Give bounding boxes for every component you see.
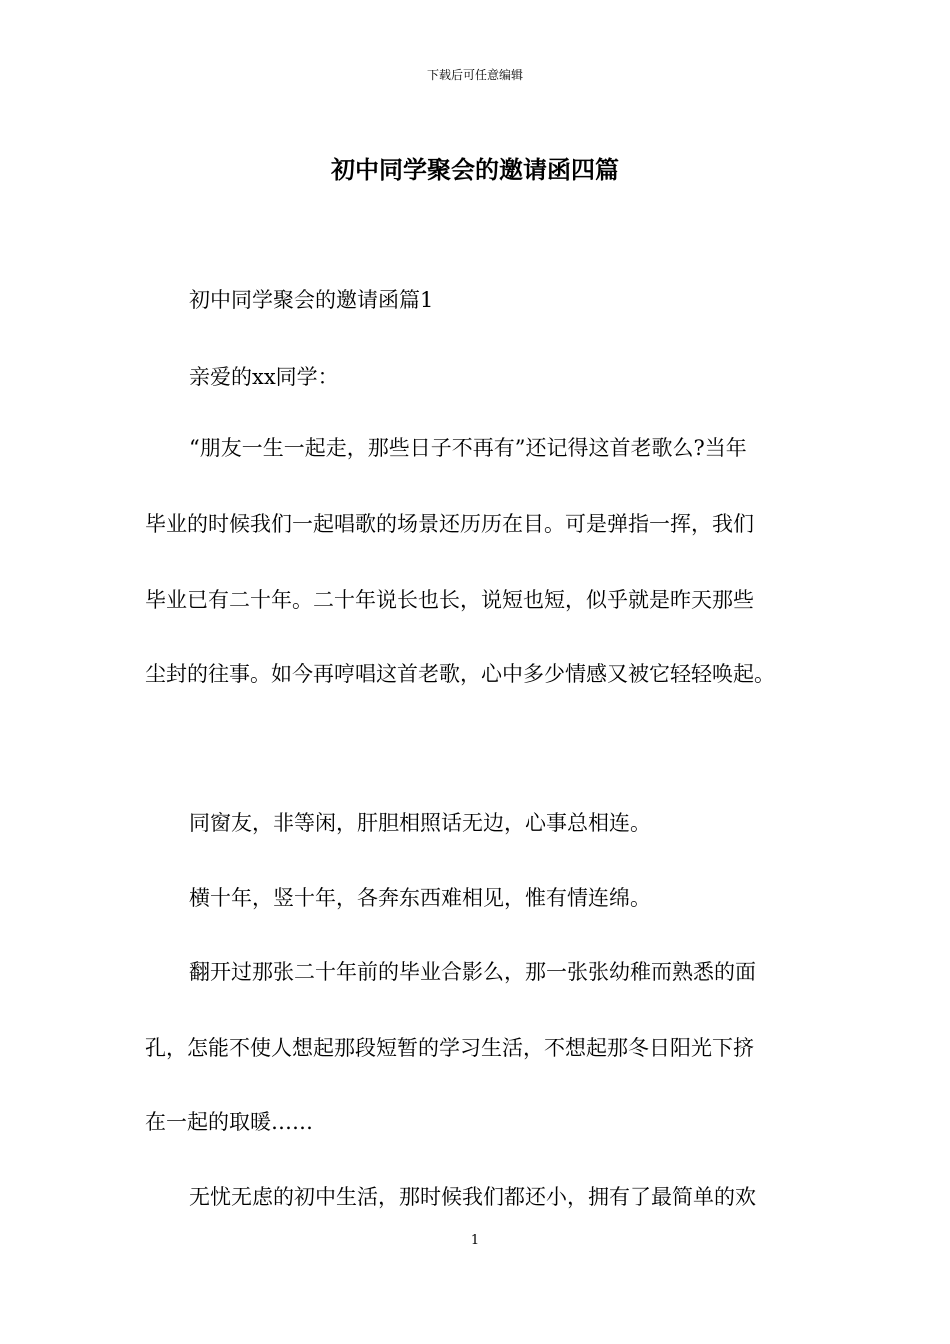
paragraph-line: “朋友一生一起走，那些日子不再有”还记得这首老歌么?当年 [189,436,747,460]
paragraph-line: 毕业已有二十年。二十年说长也长，说短也短，似乎就是昨天那些 [145,588,754,612]
paragraph-line: 同窗友，非等闲，肝胆相照话无边，心事总相连。 [189,811,651,835]
page-number: 1 [470,1233,480,1248]
paragraph-line: 无忧无虑的初中生活，那时候我们都还小，拥有了最简单的欢 [189,1185,756,1209]
salutation: 亲爱的xx同学： [189,365,339,389]
paragraph-line: 孔，怎能不使人想起那段短暂的学习生活，不想起那冬日阳光下挤 [145,1036,754,1060]
header-note: 下载后可任意编辑 [426,68,523,82]
paragraph-line: 尘封的往事。如今再哼唱这首老歌，心中多少情感又被它轻轻唤起。 [145,662,775,686]
section-heading: 初中同学聚会的邀请函篇1 [189,288,434,312]
paragraph-line: 横十年，竖十年，各奔东西难相见，惟有情连绵。 [189,886,651,910]
paragraph-line: 毕业的时候我们一起唱歌的场景还历历在目。可是弹指一挥，我们 [145,512,754,536]
paragraph-line: 翻开过那张二十年前的毕业合影么，那一张张幼稚而熟悉的面 [189,960,756,984]
document-title: 初中同学聚会的邀请函四篇 [331,155,619,184]
paragraph-line: 在一起的取暖…… [145,1110,313,1134]
